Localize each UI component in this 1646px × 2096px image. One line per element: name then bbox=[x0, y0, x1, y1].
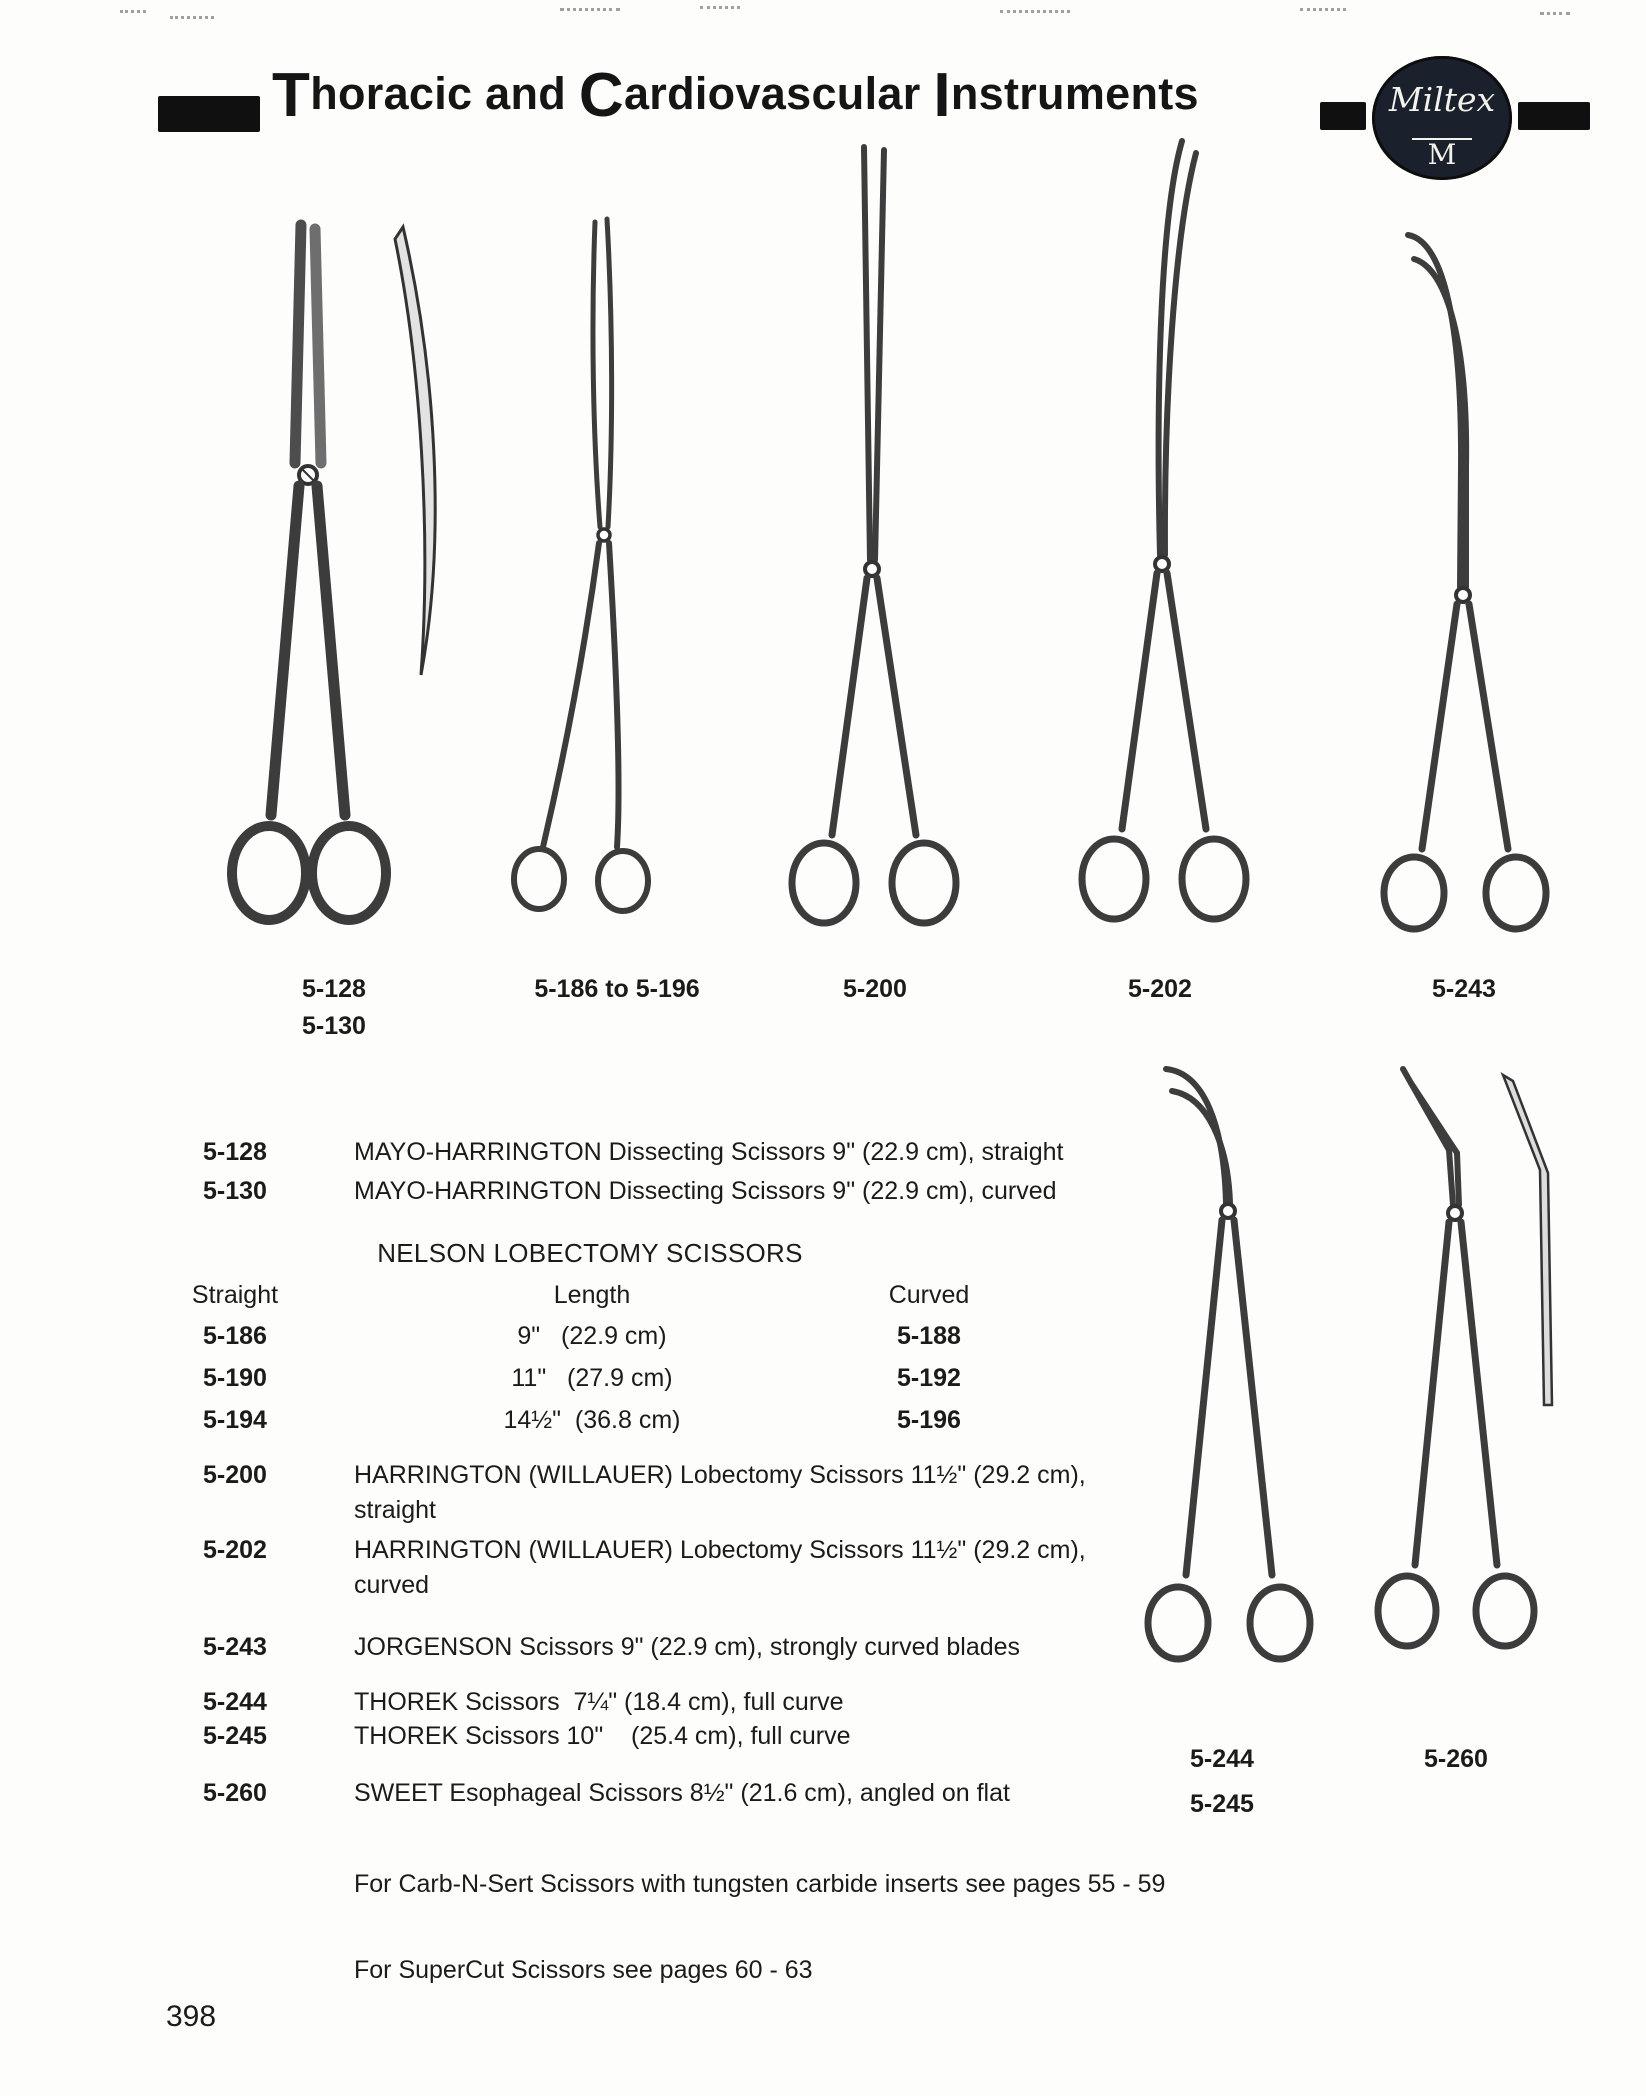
figure-label-5-200: 5-200 bbox=[843, 975, 907, 1003]
nelson-curved-code: 5-196 bbox=[897, 1406, 961, 1434]
scissors-drawing-thorek bbox=[1120, 1055, 1335, 1723]
nelson-curved-code: 5-188 bbox=[897, 1322, 961, 1350]
catalog-entry-5-130 bbox=[203, 1177, 1057, 1206]
catalog-description: HARRINGTON (WILLAUER) Lobectomy Scissors 11½" (29.2 cm), bbox=[354, 1536, 1086, 1564]
figure-label-5-243: 5-243 bbox=[1432, 975, 1496, 1003]
nelson-length: 11" (27.9 cm) bbox=[511, 1364, 673, 1392]
catalog-description: MAYO-HARRINGTON Dissecting Scissors 9" (22.9 cm), curved bbox=[354, 1177, 1057, 1205]
scan-artifact bbox=[120, 10, 146, 13]
nelson-length: 14½" (36.8 cm) bbox=[503, 1406, 681, 1434]
catalog-code: 5-245 bbox=[203, 1722, 267, 1750]
header-bar-mid bbox=[1320, 102, 1366, 130]
scissors-drawing-mayo-harrington bbox=[225, 205, 455, 980]
catalog-description: THOREK Scissors 7¼" (18.4 cm), full curve bbox=[354, 1688, 844, 1716]
nelson-col-straight: Straight bbox=[191, 1281, 279, 1309]
catalog-code: 5-200 bbox=[203, 1461, 267, 1489]
figure-label-5-245: 5-245 bbox=[1190, 1790, 1254, 1818]
miltex-logo-monogram: M bbox=[1412, 138, 1473, 170]
nelson-straight-code: 5-186 bbox=[203, 1322, 267, 1350]
scissors-drawing-nelson bbox=[505, 207, 705, 975]
page-number: 398 bbox=[166, 2000, 217, 2033]
figure-label-5-260: 5-260 bbox=[1424, 1745, 1488, 1773]
figure-label-5-130: 5-130 bbox=[302, 1012, 366, 1040]
scissors-figure-5-244 bbox=[1120, 1055, 1335, 1723]
catalog-entry-5-128 bbox=[203, 1138, 1064, 1167]
figure-label-5-186-to-5-196: 5-186 to 5-196 bbox=[534, 975, 700, 1003]
catalog-description-continued: straight bbox=[354, 1496, 436, 1524]
nelson-straight-code: 5-190 bbox=[203, 1364, 267, 1392]
nelson-table-header bbox=[0, 1281, 1100, 1311]
header-bar-left bbox=[158, 96, 260, 132]
scissors-figure-5-202 bbox=[1060, 127, 1270, 975]
nelson-straight-code: 5-194 bbox=[203, 1406, 267, 1434]
catalog-entry-5-244 bbox=[203, 1688, 844, 1717]
scan-artifact bbox=[1300, 8, 1346, 11]
scissors-drawing-jorgenson bbox=[1360, 207, 1570, 975]
catalog-code: 5-130 bbox=[203, 1177, 267, 1205]
footnote-carb-n-sert: For Carb-N-Sert Scissors with tungsten carbide inserts see pages 55 - 59 bbox=[354, 1870, 1166, 1898]
scan-artifact bbox=[1000, 10, 1070, 13]
nelson-length: 9" (22.9 cm) bbox=[517, 1322, 667, 1350]
catalog-code: 5-128 bbox=[203, 1138, 267, 1166]
figure-label-5-128: 5-128 bbox=[302, 975, 366, 1003]
catalog-description-continued: curved bbox=[354, 1571, 430, 1599]
catalog-entry-5-202 bbox=[203, 1536, 1086, 1565]
figure-label-5-202: 5-202 bbox=[1128, 975, 1192, 1003]
nelson-col-length: Length bbox=[553, 1281, 631, 1309]
footnote-supercut: For SuperCut Scissors see pages 60 - 63 bbox=[354, 1956, 813, 1984]
scissors-figure-5-128 bbox=[225, 205, 455, 980]
scan-artifact bbox=[1540, 12, 1570, 15]
page-title: Thoracic and Cardiovascular Instruments bbox=[272, 61, 1199, 130]
scissors-drawing-harrington-straight bbox=[770, 135, 980, 975]
catalog-description: JORGENSON Scissors 9" (22.9 cm), strongly curved blades bbox=[354, 1633, 1021, 1661]
header-bar-right bbox=[1518, 102, 1590, 130]
scan-artifact bbox=[170, 16, 214, 19]
catalog-entry-5-260 bbox=[203, 1779, 1010, 1808]
nelson-col-curved: Curved bbox=[888, 1281, 970, 1309]
catalog-code: 5-202 bbox=[203, 1536, 267, 1564]
scissors-figure-5-200 bbox=[770, 135, 980, 975]
catalog-code: 5-260 bbox=[203, 1779, 267, 1807]
scissors-figure-5-260 bbox=[1345, 1055, 1585, 1723]
catalog-entry-5-200 bbox=[203, 1461, 1086, 1490]
catalog-description: THOREK Scissors 10" (25.4 cm), full curve bbox=[354, 1722, 851, 1750]
scissors-figure-5-186 bbox=[505, 207, 705, 975]
nelson-curved-code: 5-192 bbox=[897, 1364, 961, 1392]
scan-artifact bbox=[560, 8, 620, 11]
nelson-table-title: NELSON LOBECTOMY SCISSORS bbox=[377, 1238, 803, 1268]
miltex-logo bbox=[1372, 56, 1512, 180]
nelson-table-row bbox=[0, 1322, 1100, 1352]
nelson-table-row bbox=[0, 1406, 1100, 1436]
catalog-entry-5-243 bbox=[203, 1633, 1020, 1662]
catalog-description: HARRINGTON (WILLAUER) Lobectomy Scissors 11½" (29.2 cm), bbox=[354, 1461, 1086, 1489]
catalog-description: SWEET Esophageal Scissors 8½" (21.6 cm), angled on flat bbox=[354, 1779, 1010, 1807]
scissors-drawing-harrington-curved bbox=[1060, 127, 1270, 975]
catalog-code: 5-243 bbox=[203, 1633, 267, 1661]
scan-artifact bbox=[700, 6, 740, 9]
catalog-code: 5-244 bbox=[203, 1688, 267, 1716]
nelson-table-row bbox=[0, 1364, 1100, 1394]
miltex-logo-script: Miltex bbox=[1388, 80, 1496, 119]
catalog-entry-5-245 bbox=[203, 1722, 851, 1751]
scissors-figure-5-243 bbox=[1360, 207, 1570, 975]
figure-label-5-244: 5-244 bbox=[1190, 1745, 1254, 1773]
catalog-description: MAYO-HARRINGTON Dissecting Scissors 9" (22.9 cm), straight bbox=[354, 1138, 1064, 1166]
scissors-drawing-sweet bbox=[1345, 1055, 1585, 1723]
